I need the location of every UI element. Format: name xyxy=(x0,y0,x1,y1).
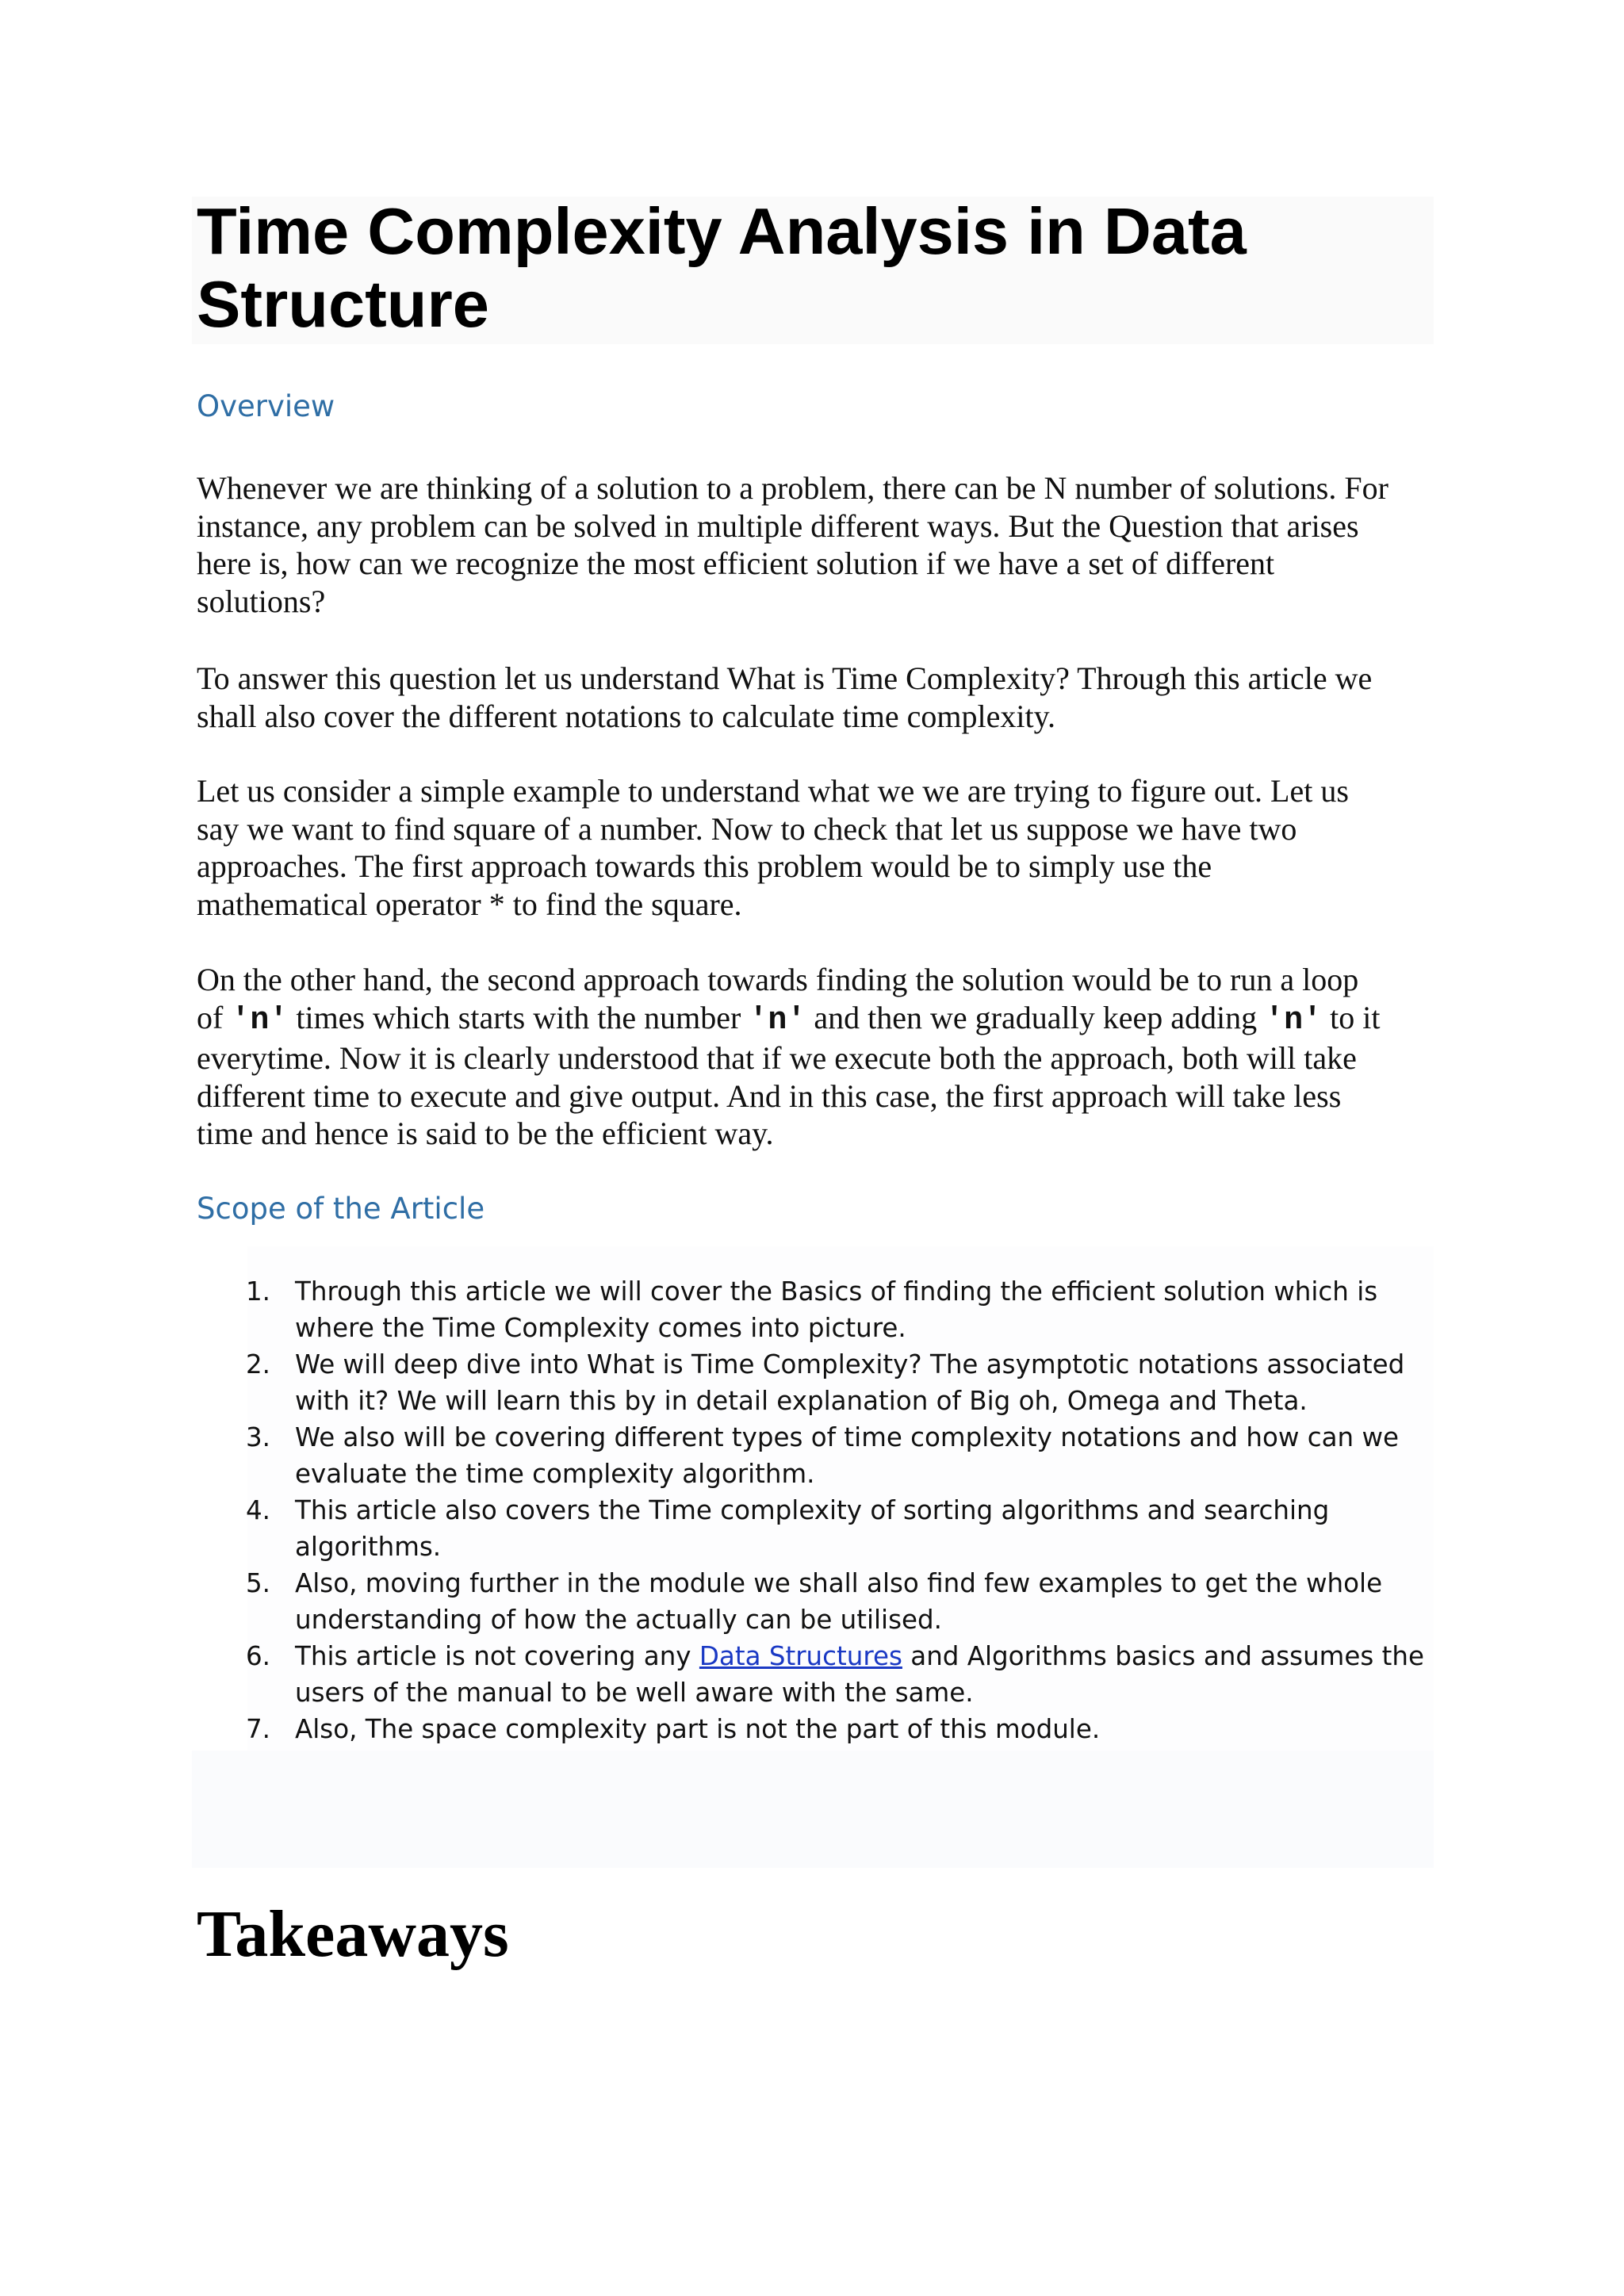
list-item-text: Also, The space complexity part is not the part of this module. xyxy=(295,1714,1101,1744)
list-item-text-before-link: This article is not covering any xyxy=(295,1641,699,1671)
list-item-number: 2. xyxy=(246,1349,271,1380)
page-title: Time Complexity Analysis in Data Structure xyxy=(197,194,1247,341)
list-item-text: We also will be covering different types of time complexity notations and how can we evaluate the time complexity algorithm. xyxy=(295,1422,1400,1489)
overview-heading: Overview xyxy=(197,389,335,423)
takeaways-heading: Takeaways xyxy=(197,1897,509,1971)
scope-heading: Scope of the Article xyxy=(197,1192,485,1226)
scope-list xyxy=(238,1273,1443,1747)
paragraph-4-text-2: times which starts with the number xyxy=(288,999,749,1035)
list-item-number: 6. xyxy=(246,1641,271,1671)
n-variable-1: 'n' xyxy=(231,1002,289,1039)
list-item-number: 7. xyxy=(246,1714,271,1744)
list-item xyxy=(238,1638,1443,1711)
paragraph-4-text-3: and then we gradually keep adding xyxy=(806,999,1266,1035)
list-item-text: We will deep dive into What is Time Complexity? The asymptotic notations associated with it? We will learn this by in detail explanation of Big oh, Omega and Theta. xyxy=(295,1349,1405,1416)
list-item-text: This article also covers the Time complexity of sorting algorithms and searching algorithms. xyxy=(295,1495,1330,1562)
list-item xyxy=(238,1565,1443,1638)
paragraph-1: Whenever we are thinking of a solution to a problem, there can be N number of solutions. For instance, any problem can be solved in multiple different ways. But the Question that arises here is, how can we recognize the most efficient solution if we have a set of different solutions? xyxy=(197,470,1388,619)
list-item xyxy=(238,1492,1443,1565)
list-item-number: 1. xyxy=(246,1276,271,1307)
data-structures-link[interactable]: Data Structures xyxy=(699,1641,902,1671)
empty-content-block xyxy=(192,1751,1434,1868)
n-variable-3: 'n' xyxy=(1265,1002,1323,1039)
list-item-number: 3. xyxy=(246,1422,271,1452)
paragraph-4 xyxy=(197,961,1434,1153)
list-item xyxy=(238,1711,1443,1747)
paragraph-3: Let us consider a simple example to understand what we we are trying to figure out. Let us say we want to find square of a number. Now to check that let us suppose we have two approaches. The first approach towards this problem would be to simply use the mathematical operator * to find the square. xyxy=(197,773,1349,922)
list-item-number: 4. xyxy=(246,1495,271,1525)
list-item xyxy=(238,1346,1443,1419)
paragraph-4-text-1: On the other hand, the second approach towards finding the solution would be to run a loop of xyxy=(197,962,1359,1035)
list-item-text: Through this article we will cover the Basics of finding the efficient solution which is where the Time Complexity comes into picture. xyxy=(295,1276,1378,1343)
paragraph-4-text-4: to it everytime. Now it is clearly understood that if we execute both the approach, both will take different time to execute and give output. And in this case, the first approach will take less time and hence is said to be the efficient way. xyxy=(197,999,1381,1151)
list-item xyxy=(238,1419,1443,1492)
list-item-number: 5. xyxy=(246,1568,271,1598)
list-item-text-after-link: and Algorithms basics and assumes the users of the manual to be well aware with the same. xyxy=(295,1641,1424,1708)
n-variable-2: 'n' xyxy=(749,1002,806,1039)
paragraph-2: To answer this question let us understand What is Time Complexity? Through this article we shall also cover the different notations to calculate time complexity. xyxy=(197,660,1373,734)
list-item-text: Also, moving further in the module we shall also find few examples to get the whole understanding of how the actually can be utilised. xyxy=(295,1568,1383,1635)
list-item xyxy=(238,1273,1443,1346)
